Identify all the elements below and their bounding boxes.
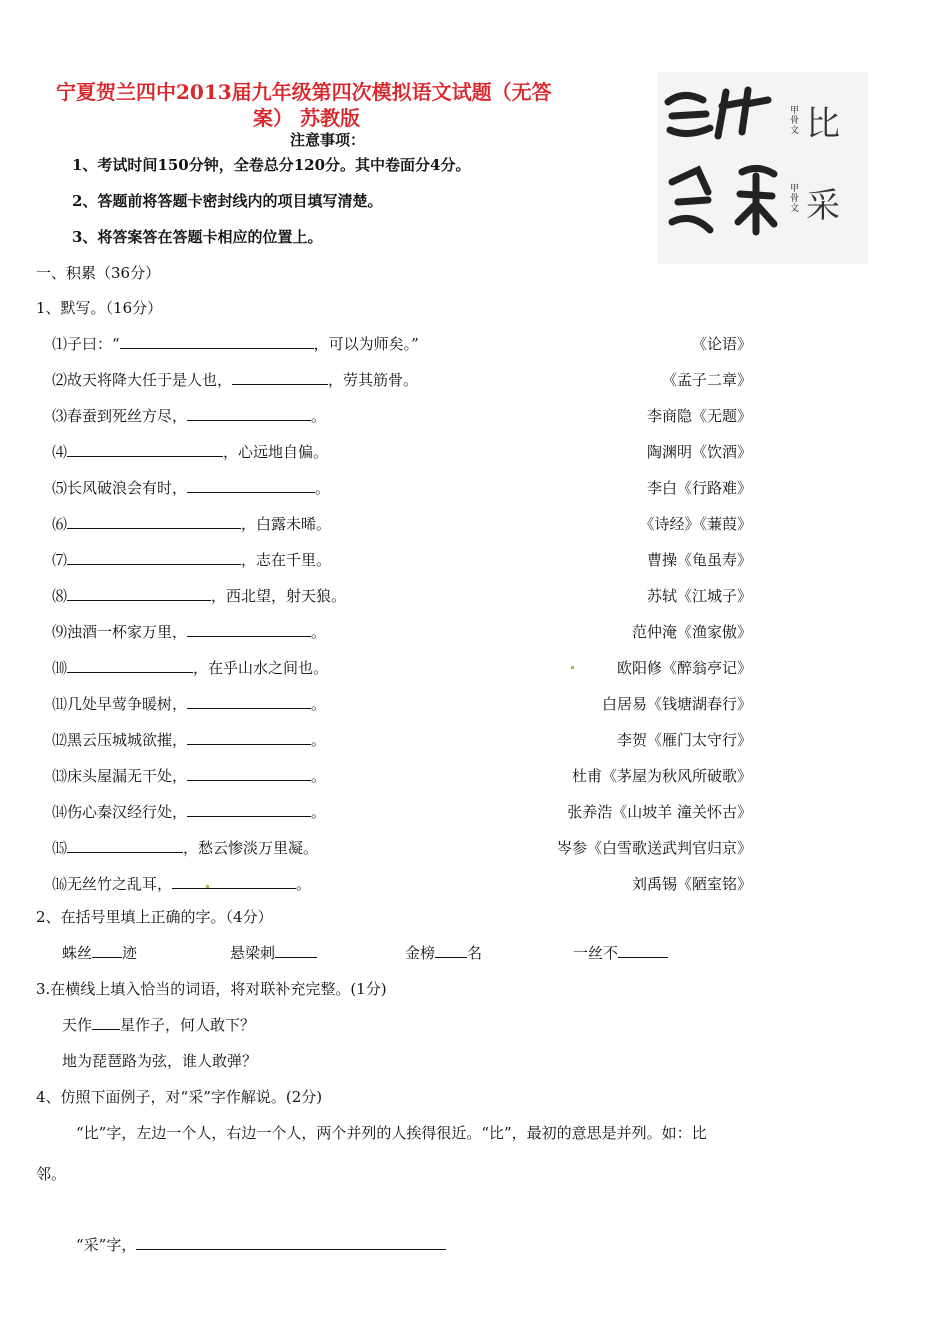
q1-answer-blank[interactable] [67, 514, 241, 529]
q1-item-source: 李贺《雁门太守行》 [616, 731, 752, 749]
q1-item-source: 李商隐《无题》 [646, 407, 752, 425]
q1-item-10 [52, 657, 328, 678]
oracle-modern-char-2: 采 [806, 186, 840, 226]
q1-item-source: 范仲淹《渔家傲》 [631, 623, 752, 641]
q1-item-pre: ⒂ [52, 839, 68, 857]
page-title-line1: 宁夏贺兰四中2013届九年级第四次模拟语文试题（无答 [56, 80, 552, 104]
q2-item-1-post: 迹 [122, 944, 138, 962]
q1-item-post: 。 [311, 407, 327, 425]
q2-item-3-pre: 金榜 [405, 944, 436, 962]
q1-item-2 [52, 369, 418, 390]
q2-item-1-pre: 蛛丝 [62, 944, 93, 962]
q1-item-15 [52, 837, 318, 858]
q4-example-line1: “比”字，左边一个人，右边一个人，两个并列的人挨得很近。“比”，最初的意思是并列。如：比 [76, 1124, 707, 1142]
q1-item-pre: ⑿黑云压城城欲摧， [52, 731, 188, 749]
q1-item-post: ，心远地自偏。 [223, 443, 329, 461]
q1-item-13 [52, 765, 326, 786]
q1-item-post: 。 [311, 803, 327, 821]
oracle-bone-image [658, 72, 868, 264]
q2-heading: 2、在括号里填上正确的字。（4分） [36, 908, 273, 926]
q1-item-11 [52, 693, 326, 714]
q1-item-pre: ⑹ [52, 515, 68, 533]
section-heading: 一、积累（36分） [36, 264, 161, 282]
q1-answer-blank[interactable] [67, 586, 211, 601]
q1-item-4 [52, 441, 328, 462]
scan-speck [571, 666, 574, 669]
q1-item-12 [52, 729, 326, 750]
q1-item-8 [52, 585, 346, 606]
q2-blank-4[interactable] [618, 943, 668, 958]
q1-item-post: 。 [296, 875, 312, 893]
q1-item-pre: ⑽ [52, 659, 68, 677]
q3-line1 [62, 1014, 255, 1035]
q4-answer-blank[interactable] [136, 1235, 446, 1250]
oracle-label-2: 甲骨文 [790, 184, 800, 214]
q2-blank-3[interactable] [435, 943, 467, 958]
q1-item-source: 杜甫《茅屋为秋风所破歌》 [571, 767, 752, 785]
q1-answer-blank[interactable] [187, 478, 315, 493]
q2-item-3-post: 名 [467, 944, 483, 962]
q1-item-14 [52, 801, 326, 822]
q4-answer-line [76, 1234, 446, 1255]
q1-item-7 [52, 549, 331, 570]
page-title-line2: 案） 苏教版 [253, 106, 360, 130]
q1-answer-blank[interactable] [187, 730, 311, 745]
q1-heading: 1、默写。（16分） [36, 299, 163, 317]
q1-item-pre: ⑺ [52, 551, 68, 569]
q2-blank-1[interactable] [92, 943, 122, 958]
q1-item-source: 张养浩《山坡羊 潼关怀古》 [567, 803, 752, 821]
notice-heading: 注意事项： [290, 131, 366, 149]
q1-item-source: 李白《行路难》 [646, 479, 752, 497]
oracle-modern-char-1: 比 [806, 104, 840, 144]
q1-item-post: ，劳其筋骨。 [328, 371, 419, 389]
q1-item-pre: ⑴子曰：“ [52, 335, 120, 353]
q1-item-pre: ⑵故天将降大任于是人也， [52, 371, 233, 389]
q1-item-post: 。 [311, 731, 327, 749]
q1-item-source: 《孟子二章》 [661, 371, 752, 389]
q1-item-pre: ⒃无丝竹之乱耳， [52, 875, 173, 893]
q2-item-1 [62, 942, 137, 963]
q1-item-pre: ⑼浊酒一杯家万里， [52, 623, 188, 641]
q1-item-post: 。 [315, 479, 331, 497]
q3-line1-post: 星作子，何人敢下？ [120, 1016, 256, 1034]
q1-item-source: 欧阳修《醉翁亭记》 [616, 659, 752, 677]
q1-item-pre: ⒁伤心秦汉经行处， [52, 803, 188, 821]
scan-speck [206, 885, 209, 888]
q1-item-post: 。 [311, 623, 327, 641]
q1-item-source: 苏轼《江城子》 [646, 587, 752, 605]
q4-answer-pre: “采”字， [76, 1236, 137, 1254]
q4-example-line2: 邻。 [36, 1165, 67, 1183]
q1-item-5 [52, 477, 330, 498]
q1-answer-blank[interactable] [172, 874, 296, 889]
q1-item-post: 。 [311, 695, 327, 713]
q1-answer-blank[interactable] [67, 442, 223, 457]
notice-3: 3、将答案答在答题卡相应的位置上。 [72, 228, 323, 246]
q1-item-post: ，在乎山水之间也。 [193, 659, 329, 677]
q1-item-post: 。 [311, 767, 327, 785]
q1-answer-blank[interactable] [67, 838, 183, 853]
q1-item-pre: ⑶春蚕到死丝方尽， [52, 407, 188, 425]
q1-answer-blank[interactable] [232, 370, 328, 385]
oracle-label-1: 甲骨文 [790, 106, 800, 136]
q2-blank-2[interactable] [275, 943, 317, 958]
q1-item-16 [52, 873, 311, 894]
q3-heading: 3.在横线上填入恰当的词语，将对联补充完整。(1分) [36, 980, 387, 998]
q1-item-post: ，志在千里。 [241, 551, 332, 569]
q1-item-pre: ⑻ [52, 587, 68, 605]
notice-2: 2、答题前将答题卡密封线内的项目填写清楚。 [72, 192, 383, 210]
q1-item-3 [52, 405, 326, 426]
q1-answer-blank[interactable] [187, 802, 311, 817]
q1-item-pre: ⑸长风破浪会有时， [52, 479, 188, 497]
q1-item-source: 白居易《钱塘湖春行》 [601, 695, 752, 713]
q1-answer-blank[interactable] [120, 334, 314, 349]
q1-item-post: ，西北望，射天狼。 [211, 587, 347, 605]
q1-answer-blank[interactable] [187, 766, 311, 781]
q1-item-post: ，愁云惨淡万里凝。 [183, 839, 319, 857]
q1-answer-blank[interactable] [187, 406, 311, 421]
q2-item-4-pre: 一丝不 [573, 944, 619, 962]
q2-item-4 [573, 942, 668, 963]
q4-heading: 4、仿照下面例子，对“采”字作解说。(2分) [36, 1088, 323, 1106]
q1-answer-blank[interactable] [187, 622, 311, 637]
q1-item-pre: ⒀床头屋漏无干处， [52, 767, 188, 785]
q2-item-2 [230, 942, 317, 963]
q1-item-1 [52, 333, 419, 354]
q1-item-source: 《论语》 [691, 335, 752, 353]
q1-answer-blank[interactable] [67, 550, 241, 565]
q1-item-pre: ⑾几处早莺争暖树， [52, 695, 188, 713]
q1-item-6 [52, 513, 331, 534]
q1-answer-blank[interactable] [67, 658, 193, 673]
q2-item-2-pre: 悬梁刺 [230, 944, 276, 962]
q2-item-3 [405, 942, 482, 963]
q1-item-post: ，白露未晞。 [241, 515, 332, 533]
q1-item-source: 陶渊明《饮酒》 [646, 443, 752, 461]
q1-item-source: 曹操《龟虽寿》 [646, 551, 752, 569]
notice-1: 1、考试时间150分钟，全卷总分120分。其中卷面分4分。 [72, 156, 471, 174]
q1-item-source: 《诗经》《蒹葭》 [639, 515, 752, 533]
q1-answer-blank[interactable] [187, 694, 311, 709]
q3-line2: 地为琵琶路为弦，谁人敢弹？ [62, 1052, 258, 1070]
q1-item-pre: ⑷ [52, 443, 68, 461]
q1-item-post: ，可以为师矣。” [313, 335, 419, 353]
q1-item-source: 刘禹锡《陋室铭》 [631, 875, 752, 893]
q1-item-9 [52, 621, 326, 642]
q3-blank[interactable] [92, 1015, 120, 1030]
q3-line1-pre: 天作 [62, 1016, 93, 1034]
q1-item-source: 岑参《白雪歌送武判官归京》 [556, 839, 752, 857]
